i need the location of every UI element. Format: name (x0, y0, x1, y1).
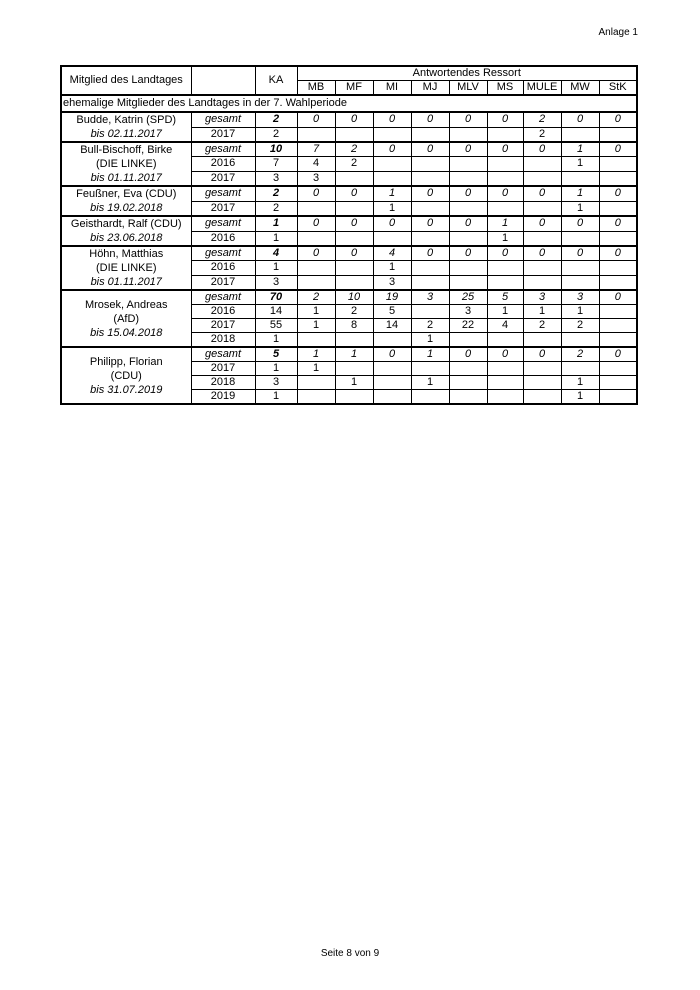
ressort-value-cell (335, 362, 373, 376)
ka-cell: 1 (255, 261, 297, 275)
ressort-value-cell (373, 362, 411, 376)
ressort-value-cell (449, 362, 487, 376)
ressort-value-cell: 0 (449, 112, 487, 127)
ressort-value-cell (411, 390, 449, 405)
ressort-value-cell (487, 333, 523, 348)
ressort-header-ms: MS (487, 81, 523, 96)
ressort-value-cell: 2 (335, 142, 373, 157)
member-name-cell (61, 112, 191, 142)
ressort-value-cell: 1 (561, 186, 599, 201)
ressort-value-cell (373, 127, 411, 142)
table-row (61, 112, 637, 127)
ressort-value-cell (523, 201, 561, 216)
ressort-value-cell: 2 (335, 305, 373, 319)
ressort-value-cell (599, 201, 637, 216)
ressort-value-cell: 0 (373, 216, 411, 231)
ressort-value-cell (373, 171, 411, 186)
member-name-cell (61, 142, 191, 186)
ressort-header-mf: MF (335, 81, 373, 96)
ressort-value-cell: 4 (373, 246, 411, 261)
ressort-value-cell: 1 (561, 376, 599, 390)
ressort-value-cell (561, 171, 599, 186)
ressort-value-cell (487, 362, 523, 376)
ressort-value-cell: 4 (487, 319, 523, 333)
table-row (61, 246, 637, 261)
ressort-value-cell: 19 (373, 290, 411, 305)
ressort-value-cell (449, 376, 487, 390)
ressort-value-cell (523, 390, 561, 405)
ressort-value-cell: 0 (335, 186, 373, 201)
ressort-value-cell (561, 127, 599, 142)
ressort-value-cell: 7 (297, 142, 335, 157)
ressort-value-cell (561, 261, 599, 275)
ressort-value-cell (561, 231, 599, 246)
member-name-line: Bull-Bischoff, Birke (80, 144, 173, 156)
member-name-line: Mrosek, Andreas (84, 298, 168, 311)
ressort-value-cell: 0 (411, 186, 449, 201)
ka-cell: 10 (255, 142, 297, 157)
ka-cell: 3 (255, 171, 297, 186)
year-cell: 2016 (191, 157, 255, 171)
member-name-line: (CDU) (110, 369, 142, 382)
ressort-value-cell (297, 390, 335, 405)
ressort-value-cell: 0 (487, 142, 523, 157)
ka-cell: 2 (255, 186, 297, 201)
ressort-value-cell (297, 231, 335, 246)
ressort-value-cell: 0 (297, 216, 335, 231)
year-cell: 2016 (191, 261, 255, 275)
ressort-value-cell (297, 376, 335, 390)
ressort-value-cell: 1 (487, 305, 523, 319)
member-name-line: (AfD) (113, 312, 140, 325)
ressort-value-cell: 0 (487, 246, 523, 261)
ressort-value-cell: 0 (599, 216, 637, 231)
ressort-value-cell: 1 (561, 305, 599, 319)
year-cell: 2017 (191, 275, 255, 290)
ressort-value-cell (599, 275, 637, 290)
ressort-value-cell (335, 201, 373, 216)
ressort-value-cell (561, 362, 599, 376)
ressort-value-cell: 0 (523, 216, 561, 231)
ressort-value-cell (411, 157, 449, 171)
ressort-value-cell: 1 (297, 362, 335, 376)
ressort-value-cell: 0 (373, 142, 411, 157)
ressort-value-cell: 0 (411, 112, 449, 127)
ressort-value-cell (523, 261, 561, 275)
ressort-value-cell: 1 (487, 216, 523, 231)
ressort-value-cell: 0 (487, 347, 523, 362)
section-row (61, 95, 637, 112)
ressort-value-cell (373, 157, 411, 171)
ka-cell: 55 (255, 319, 297, 333)
year-cell: 2016 (191, 305, 255, 319)
ressort-value-cell (411, 261, 449, 275)
member-name-line: Philipp, Florian (89, 355, 163, 368)
ressort-value-cell: 0 (335, 112, 373, 127)
ressort-value-cell: 1 (561, 390, 599, 405)
ressort-value-cell (599, 390, 637, 405)
ressort-value-cell (599, 171, 637, 186)
year-cell: gesamt (191, 216, 255, 231)
ressort-value-cell: 0 (599, 290, 637, 305)
ressort-value-cell (335, 231, 373, 246)
member-until-date: bis 01.11.2017 (90, 172, 162, 184)
year-cell: 2019 (191, 390, 255, 405)
year-cell: gesamt (191, 347, 255, 362)
ressort-value-cell (449, 201, 487, 216)
ressort-value-cell (411, 305, 449, 319)
ressort-value-cell: 0 (449, 142, 487, 157)
ressort-value-cell: 0 (523, 142, 561, 157)
ressort-value-cell (449, 261, 487, 275)
ressort-value-cell: 1 (373, 186, 411, 201)
ressort-value-cell: 1 (297, 319, 335, 333)
year-cell: 2018 (191, 376, 255, 390)
ressort-value-cell (523, 362, 561, 376)
ka-cell: 2 (255, 112, 297, 127)
ressort-value-cell (335, 275, 373, 290)
ressort-value-cell (599, 333, 637, 348)
ressort-value-cell: 1 (335, 376, 373, 390)
ressort-value-cell (487, 261, 523, 275)
ressort-value-cell (449, 333, 487, 348)
ressort-value-cell (561, 333, 599, 348)
ressort-value-cell (487, 171, 523, 186)
table-row (61, 142, 637, 157)
member-name-line: Höhn, Matthias (89, 248, 164, 260)
ressort-value-cell (599, 231, 637, 246)
ressort-value-cell: 1 (411, 333, 449, 348)
ressort-value-cell: 8 (335, 319, 373, 333)
ressort-value-cell: 2 (561, 319, 599, 333)
ka-cell: 2 (255, 201, 297, 216)
ressort-value-cell: 0 (523, 347, 561, 362)
ressort-value-cell: 1 (297, 347, 335, 362)
ressort-value-cell: 1 (373, 261, 411, 275)
ressort-value-cell: 0 (523, 186, 561, 201)
ressort-value-cell (373, 231, 411, 246)
ressort-value-cell (297, 261, 335, 275)
ressort-value-cell (449, 127, 487, 142)
year-cell: gesamt (191, 142, 255, 157)
ressort-value-cell: 0 (297, 246, 335, 261)
ressort-value-cell: 2 (523, 319, 561, 333)
ressort-value-cell: 0 (523, 246, 561, 261)
year-cell: gesamt (191, 290, 255, 305)
ressort-value-cell: 0 (561, 216, 599, 231)
inquiry-table (60, 65, 638, 405)
ka-cell: 3 (255, 275, 297, 290)
ressort-value-cell (523, 376, 561, 390)
ka-column-header: KA (255, 66, 297, 95)
member-until-date: bis 15.04.2018 (90, 326, 163, 339)
table-row (61, 186, 637, 201)
ka-cell: 1 (255, 231, 297, 246)
ressort-value-cell: 1 (411, 347, 449, 362)
ressort-value-cell: 1 (561, 142, 599, 157)
ressort-value-cell: 0 (599, 142, 637, 157)
ressort-value-cell: 14 (373, 319, 411, 333)
ressort-value-cell (297, 127, 335, 142)
ressort-value-cell: 3 (449, 305, 487, 319)
ressort-value-cell (335, 261, 373, 275)
ressort-value-cell: 0 (599, 347, 637, 362)
ressort-value-cell (523, 171, 561, 186)
member-until-date: bis 23.06.2018 (90, 232, 163, 244)
ressort-value-cell: 2 (335, 157, 373, 171)
year-cell: 2017 (191, 362, 255, 376)
ressort-value-cell (523, 231, 561, 246)
ressort-value-cell: 2 (411, 319, 449, 333)
year-cell: gesamt (191, 112, 255, 127)
ressort-value-cell: 1 (523, 305, 561, 319)
ressort-group-header: Antwortendes Ressort (297, 66, 637, 81)
ressort-header-mlv: MLV (449, 81, 487, 96)
ressort-value-cell (411, 127, 449, 142)
ressort-value-cell: 1 (487, 231, 523, 246)
member-until-date: bis 02.11.2017 (90, 128, 162, 140)
member-until-date: bis 31.07.2019 (90, 383, 163, 396)
ressort-value-cell: 1 (297, 305, 335, 319)
member-name-line: (DIE LINKE) (95, 158, 157, 170)
ressort-value-cell: 0 (599, 112, 637, 127)
ressort-value-cell: 0 (599, 246, 637, 261)
annex-label: Anlage 1 (598, 27, 638, 38)
ressort-value-cell (297, 201, 335, 216)
ressort-value-cell: 1 (561, 157, 599, 171)
ressort-value-cell (487, 127, 523, 142)
ressort-header-stk: StK (599, 81, 637, 96)
ressort-value-cell: 5 (373, 305, 411, 319)
ressort-header-mj: MJ (411, 81, 449, 96)
ressort-value-cell (411, 275, 449, 290)
ressort-value-cell: 2 (523, 112, 561, 127)
ka-cell: 3 (255, 376, 297, 390)
ressort-value-cell (523, 157, 561, 171)
member-name-cell (61, 246, 191, 290)
ressort-value-cell (411, 171, 449, 186)
year-cell: gesamt (191, 186, 255, 201)
table-row (61, 290, 637, 305)
ressort-value-cell (449, 275, 487, 290)
year-cell: 2017 (191, 319, 255, 333)
ressort-value-cell (411, 201, 449, 216)
ressort-value-cell (335, 171, 373, 186)
year-cell: gesamt (191, 246, 255, 261)
table-row (61, 216, 637, 231)
ressort-value-cell: 0 (449, 246, 487, 261)
ressort-value-cell: 3 (561, 290, 599, 305)
member-until-date: bis 19.02.2018 (90, 202, 163, 214)
ressort-value-cell (599, 362, 637, 376)
ka-cell: 1 (255, 362, 297, 376)
ressort-value-cell (599, 305, 637, 319)
ressort-header-mb: MB (297, 81, 335, 96)
ressort-value-cell: 0 (297, 186, 335, 201)
ressort-value-cell (523, 275, 561, 290)
ressort-value-cell (335, 390, 373, 405)
ressort-value-cell: 0 (335, 246, 373, 261)
ka-cell: 1 (255, 216, 297, 231)
ressort-value-cell: 0 (411, 246, 449, 261)
year-cell: 2017 (191, 127, 255, 142)
ka-cell: 5 (255, 347, 297, 362)
page-footer: Seite 8 von 9 (320, 948, 380, 959)
ka-cell: 70 (255, 290, 297, 305)
ressort-value-cell (523, 333, 561, 348)
ressort-value-cell: 0 (449, 186, 487, 201)
ressort-value-cell (449, 231, 487, 246)
ressort-value-cell (373, 333, 411, 348)
ressort-value-cell (335, 333, 373, 348)
ressort-value-cell (599, 261, 637, 275)
year-cell: 2017 (191, 201, 255, 216)
ressort-value-cell: 0 (449, 347, 487, 362)
member-column-header: Mitglied des Landtages (61, 66, 191, 95)
ressort-value-cell: 0 (411, 216, 449, 231)
ressort-value-cell: 0 (561, 112, 599, 127)
member-until-date: bis 01.11.2017 (90, 276, 162, 288)
ressort-value-cell (599, 376, 637, 390)
ressort-value-cell: 0 (449, 216, 487, 231)
ka-cell: 4 (255, 246, 297, 261)
ressort-value-cell: 3 (411, 290, 449, 305)
ressort-value-cell: 2 (561, 347, 599, 362)
ressort-value-cell (373, 390, 411, 405)
ressort-value-cell (373, 376, 411, 390)
ressort-value-cell: 10 (335, 290, 373, 305)
ka-cell: 1 (255, 333, 297, 348)
ressort-value-cell: 1 (373, 201, 411, 216)
ka-cell: 14 (255, 305, 297, 319)
ressort-value-cell (487, 201, 523, 216)
ressort-value-cell (449, 157, 487, 171)
ressort-value-cell (297, 333, 335, 348)
year-cell: 2016 (191, 231, 255, 246)
ka-cell: 1 (255, 390, 297, 405)
ressort-value-cell (487, 275, 523, 290)
ressort-value-cell: 1 (411, 376, 449, 390)
ressort-value-cell: 4 (297, 157, 335, 171)
ressort-value-cell (599, 127, 637, 142)
ressort-value-cell: 0 (297, 112, 335, 127)
member-name-line: Feußner, Eva (CDU) (76, 188, 177, 200)
table-row (61, 347, 637, 362)
ressort-value-cell: 3 (523, 290, 561, 305)
ressort-value-cell (411, 231, 449, 246)
year-cell: 2017 (191, 171, 255, 186)
ressort-header-mi: MI (373, 81, 411, 96)
ressort-value-cell: 0 (335, 216, 373, 231)
ressort-value-cell (449, 171, 487, 186)
section-title: ehemalige Mitglieder des Landtages in der 7. Wahlperiode (61, 95, 637, 112)
ressort-value-cell (599, 319, 637, 333)
ressort-value-cell: 0 (373, 112, 411, 127)
ressort-value-cell: 0 (487, 112, 523, 127)
ressort-value-cell: 2 (297, 290, 335, 305)
ressort-value-cell: 22 (449, 319, 487, 333)
ressort-value-cell (449, 390, 487, 405)
ressort-value-cell: 1 (335, 347, 373, 362)
ressort-value-cell: 3 (297, 171, 335, 186)
ressort-value-cell: 0 (373, 347, 411, 362)
ressort-value-cell: 0 (487, 186, 523, 201)
member-name-line: Budde, Katrin (SPD) (76, 114, 177, 126)
ressort-value-cell (487, 376, 523, 390)
ressort-value-cell: 0 (599, 186, 637, 201)
ressort-value-cell: 2 (523, 127, 561, 142)
member-name-line: Geisthardt, Ralf (CDU) (70, 218, 182, 230)
ressort-value-cell: 0 (561, 246, 599, 261)
ressort-value-cell (487, 157, 523, 171)
ressort-value-cell: 5 (487, 290, 523, 305)
member-name-cell (61, 186, 191, 216)
ressort-header-mw: MW (561, 81, 599, 96)
ka-cell: 2 (255, 127, 297, 142)
ressort-value-cell (297, 275, 335, 290)
ressort-value-cell (335, 127, 373, 142)
member-name-line: (DIE LINKE) (95, 262, 157, 274)
empty-header-cell (191, 66, 255, 95)
ressort-header-mule: MULE (523, 81, 561, 96)
ressort-value-cell: 3 (373, 275, 411, 290)
ressort-value-cell: 0 (411, 142, 449, 157)
member-name-cell (61, 290, 191, 347)
year-cell: 2018 (191, 333, 255, 348)
member-name-cell (61, 216, 191, 246)
ressort-value-cell (411, 362, 449, 376)
ressort-value-cell (561, 275, 599, 290)
ressort-value-cell: 25 (449, 290, 487, 305)
member-name-cell (61, 347, 191, 404)
ressort-value-cell (487, 390, 523, 405)
ressort-value-cell (599, 157, 637, 171)
ressort-value-cell: 1 (561, 201, 599, 216)
ka-cell: 7 (255, 157, 297, 171)
